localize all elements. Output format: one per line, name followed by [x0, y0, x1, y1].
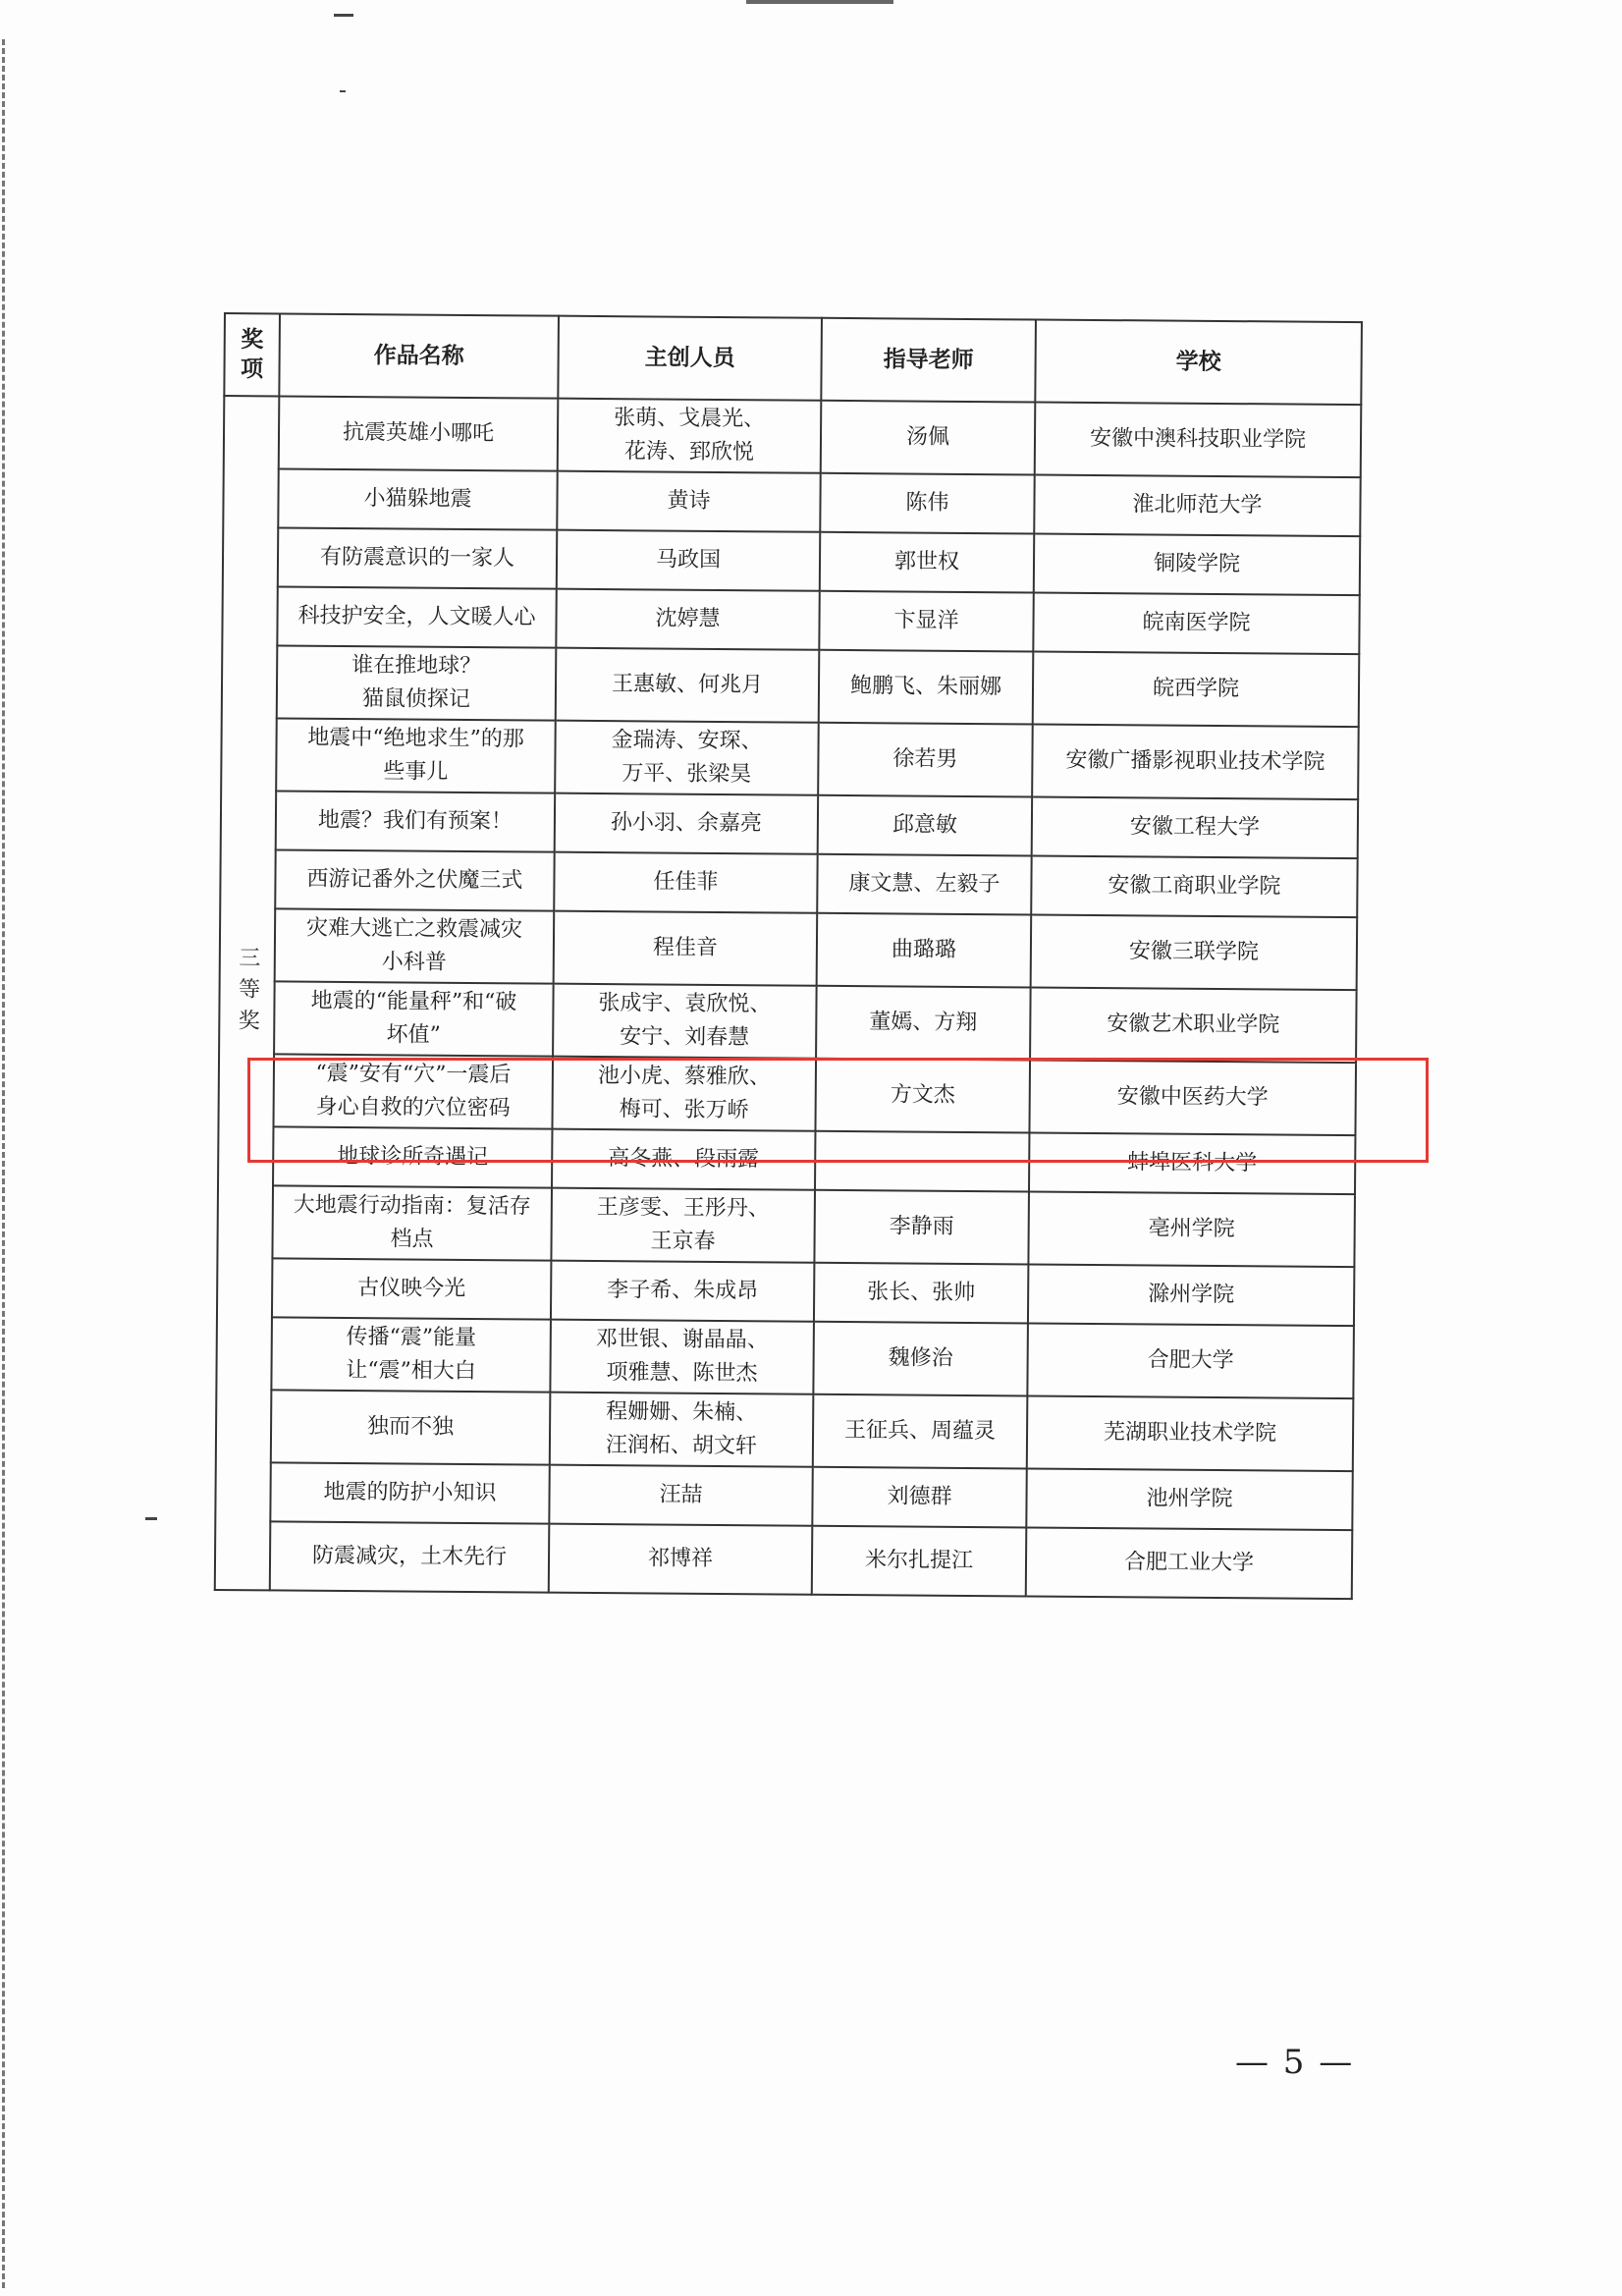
cell-school: 安徽艺术职业学院 — [1030, 987, 1357, 1063]
cell-creators: 邓世银、谢晶晶、 项雅慧、陈世杰 — [550, 1320, 814, 1394]
scan-speck — [145, 1517, 157, 1520]
table-row — [216, 1390, 1354, 1471]
cell-school: 合肥大学 — [1027, 1323, 1354, 1398]
header-creators: 主创人员 — [558, 316, 822, 401]
cell-school: 铜陵学院 — [1034, 533, 1360, 595]
cell-creators: 池小虎、蔡雅欣、 梅可、张万峤 — [552, 1057, 816, 1131]
cell-creators: 祁博祥 — [549, 1524, 813, 1595]
cell-work-title: 抗震英雄小哪吒 — [279, 396, 559, 470]
cell-creators: 程佳音 — [554, 911, 818, 986]
table-row — [223, 468, 1360, 536]
cell-teacher: 张长、张帅 — [814, 1263, 1028, 1324]
table-row — [220, 908, 1358, 990]
cell-creators: 马政国 — [557, 530, 820, 591]
cell-creators: 孙小羽、余嘉亮 — [555, 793, 818, 854]
cell-creators: 张萌、戈晨光、 花涛、郅欣悦 — [558, 399, 822, 473]
cell-work-title: 地震的防护小知识 — [270, 1462, 549, 1523]
table-row — [221, 718, 1359, 799]
cell-creators: 王惠敏、何兆月 — [556, 648, 820, 723]
cell-creators: 张成宇、袁欣悦、 安宁、刘春慧 — [553, 984, 817, 1059]
cell-work-title: 地球诊所奇遇记 — [273, 1126, 552, 1187]
highlight-annotation-box — [247, 1058, 1429, 1163]
table-row — [216, 1317, 1354, 1398]
cell-work-title: 小猫躲地震 — [278, 468, 557, 529]
cell-teacher: 陈伟 — [820, 473, 1034, 534]
cell-creators: 高冬燕、段雨露 — [552, 1129, 815, 1190]
table-row — [215, 1462, 1352, 1530]
cell-work-title: 西游记番外之伏魔三式 — [275, 849, 554, 910]
cell-creators: 李子希、朱成昂 — [551, 1261, 814, 1322]
cell-school: 池州学院 — [1026, 1468, 1352, 1530]
scan-binding-edge — [2, 39, 9, 2288]
cell-school: 安徽广播影视职业技术学院 — [1032, 724, 1359, 799]
cell-school: 合肥工业大学 — [1026, 1527, 1353, 1599]
cell-teacher: 米尔扎提江 — [812, 1526, 1027, 1597]
award-table — [214, 312, 1363, 1600]
table-row — [222, 586, 1359, 654]
cell-creators: 沈婷慧 — [556, 589, 819, 650]
page-number: — 5 — — [1235, 2043, 1355, 2082]
cell-creators: 王彦雯、王彤丹、 王京春 — [551, 1188, 815, 1263]
cell-teacher: 魏修治 — [813, 1322, 1028, 1396]
cell-school: 安徽中澳科技职业学院 — [1035, 402, 1362, 477]
cell-creators: 汪喆 — [549, 1465, 812, 1526]
table-header-row — [224, 313, 1362, 405]
cell-work-title: 防震减灾，土木先行 — [270, 1521, 550, 1592]
cell-school: 安徽工商职业学院 — [1031, 855, 1357, 917]
table-row — [219, 981, 1357, 1063]
header-work-title: 作品名称 — [279, 313, 559, 398]
cell-creators: 任佳菲 — [554, 852, 817, 913]
table-row — [221, 791, 1358, 858]
cell-teacher: 郭世权 — [820, 532, 1034, 593]
cell-teacher: 王征兵、周蕴灵 — [813, 1394, 1028, 1469]
cell-school: 安徽三联学院 — [1031, 914, 1358, 990]
cell-teacher: 卞显洋 — [819, 591, 1033, 652]
cell-teacher: 方文杰 — [815, 1059, 1030, 1133]
cell-work-title: 传播“震”能量 让“震”相大白 — [271, 1317, 551, 1392]
cell-work-title: 有防震意识的一家人 — [278, 527, 557, 588]
cell-teacher: 康文慧、左毅子 — [817, 854, 1031, 915]
cell-teacher: 汤佩 — [821, 401, 1036, 475]
cell-work-title: 大地震行动指南：复活存 档点 — [272, 1185, 552, 1260]
cell-work-title: 地震的“能量秤”和“破 坏值” — [274, 981, 554, 1056]
scan-speck — [334, 14, 353, 17]
header-teacher: 指导老师 — [821, 318, 1036, 403]
cell-teacher: 董嫣、方翔 — [816, 986, 1031, 1061]
cell-school: 安徽工程大学 — [1032, 796, 1358, 858]
cell-work-title: 灾难大逃亡之救震减灾 小科普 — [275, 908, 555, 983]
cell-school: 芜湖职业技术学院 — [1027, 1395, 1354, 1471]
cell-creators: 金瑞涛、安琛、 万平、张梁昊 — [555, 721, 819, 795]
cell-work-title: 谁在推地球？ 猫鼠侦探记 — [277, 645, 557, 720]
cell-work-title: “震”安有“穴”一震后 身心自救的穴位密码 — [273, 1054, 553, 1128]
cell-work-title: 独而不独 — [271, 1390, 551, 1464]
cell-school: 皖南医学院 — [1033, 592, 1359, 654]
table-row — [217, 1185, 1355, 1267]
table-row — [223, 527, 1360, 595]
header-school: 学校 — [1035, 319, 1362, 405]
cell-school: 淮北师范大学 — [1034, 474, 1360, 536]
scan-speck — [340, 90, 346, 92]
cell-school: 滁州学院 — [1028, 1264, 1354, 1326]
cell-school: 安徽中医药大学 — [1029, 1060, 1356, 1135]
cell-teacher: 徐若男 — [818, 723, 1033, 797]
table-row — [217, 1258, 1354, 1326]
award-level-cell: 三等奖 — [215, 396, 280, 1590]
cell-teacher: 李静雨 — [814, 1190, 1029, 1265]
cell-teacher: 曲璐璐 — [817, 913, 1032, 988]
cell-work-title: 地震？我们有预案！ — [276, 791, 555, 851]
table-row — [222, 645, 1360, 727]
cell-teacher: 刘德群 — [812, 1467, 1026, 1528]
cell-teacher: 鲍鹏飞、朱丽娜 — [819, 650, 1034, 725]
cell-creators: 程姗姗、朱楠、 汪润柘、胡文轩 — [550, 1393, 814, 1467]
cell-work-title: 科技护安全，人文暖人心 — [277, 586, 556, 647]
table-row — [224, 396, 1362, 477]
table-row — [215, 1521, 1353, 1599]
table-row — [220, 849, 1357, 917]
cell-school: 亳州学院 — [1028, 1191, 1355, 1267]
cell-creators: 黄诗 — [557, 471, 820, 532]
cell-school: 皖西学院 — [1033, 651, 1360, 727]
cell-work-title: 地震中“绝地求生”的那 些事儿 — [276, 718, 556, 793]
cell-teacher: 邱意敏 — [818, 795, 1032, 856]
cell-work-title: 古仪映今光 — [272, 1258, 551, 1319]
header-award: 奖 项 — [224, 313, 280, 396]
cell-school: 蚌埠医科大学 — [1029, 1132, 1355, 1194]
scan-top-mark — [746, 0, 893, 4]
